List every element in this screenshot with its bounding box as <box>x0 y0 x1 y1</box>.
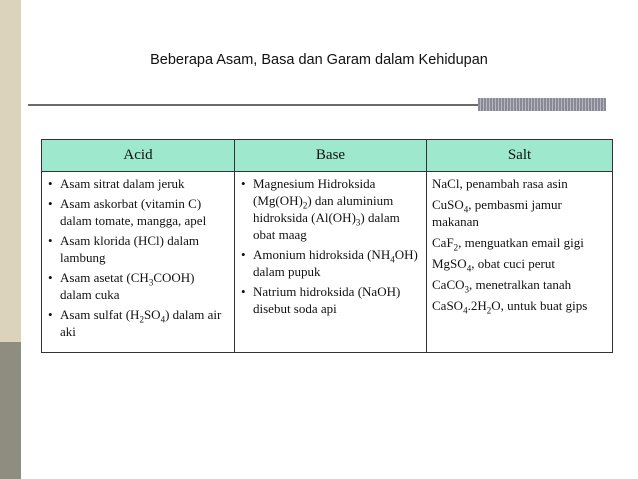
item-text: NaCl, penambah rasa asin <box>432 176 568 191</box>
header-base: Base <box>235 140 427 172</box>
subscript-text: 3 <box>355 217 361 228</box>
acid-list-item <box>47 195 229 229</box>
item-text: CaF <box>432 235 454 250</box>
base-list-item <box>240 246 421 280</box>
subscript-text: 4 <box>463 204 469 215</box>
subscript-text: 4 <box>466 263 472 274</box>
acid-list-item <box>47 232 229 266</box>
item-text: OH) dalam pupuk <box>253 247 418 279</box>
salt-list-item <box>432 175 607 192</box>
item-text: , obat cuci perut <box>471 256 555 271</box>
item-text: , menetralkan tanah <box>469 277 572 292</box>
salt-list <box>432 175 607 314</box>
header-salt: Salt <box>427 140 613 172</box>
item-text: CaSO <box>432 298 464 313</box>
subscript-text: 2 <box>302 200 308 211</box>
table-row <box>42 172 613 353</box>
item-text: CaCO <box>432 277 465 292</box>
acid-list <box>47 175 229 340</box>
item-text: MgSO <box>432 256 467 271</box>
base-cell <box>235 172 427 353</box>
acid-list-item <box>47 269 229 303</box>
subscript-text: 2 <box>139 314 144 325</box>
item-text: Magnesium Hidroksida (Mg(OH) <box>253 176 376 208</box>
item-text: Asam klorida (HCl) dalam lambung <box>60 233 199 265</box>
salt-cell <box>427 172 613 353</box>
item-text: Amonium hidroksida (NH <box>253 247 391 262</box>
item-text: Natrium hidroksida (NaOH) disebut soda api <box>253 284 401 316</box>
subscript-text: 2 <box>453 242 459 253</box>
acid-cell <box>42 172 235 353</box>
salt-list-item <box>432 255 607 272</box>
subscript-text: 4 <box>390 254 395 265</box>
slide-title: Beberapa Asam, Basa dan Garam dalam Kehidupan <box>150 52 488 68</box>
subscript-text: 2 <box>486 305 492 316</box>
salt-list-item <box>432 276 607 293</box>
item-text: ) dalam air aki <box>60 307 222 339</box>
item-text: , menguatkan email gigi <box>458 235 584 250</box>
header-acid: Acid <box>42 140 235 172</box>
item-text: CuSO <box>432 197 464 212</box>
salt-list-item <box>432 196 607 230</box>
subscript-text: 4 <box>463 305 468 316</box>
base-list <box>240 175 421 317</box>
base-list-item <box>240 283 421 317</box>
divider-accent-block <box>478 98 606 111</box>
item-text: .2H <box>467 298 487 313</box>
salt-list-item <box>432 234 607 251</box>
acid-list-item <box>47 306 229 340</box>
item-text: ) dalam obat maag <box>253 210 400 242</box>
item-text: COOH) dalam cuka <box>60 270 195 302</box>
item-text: Asam asetat (CH <box>60 270 149 285</box>
item-text: ) dan aluminium hidroksida (Al(OH) <box>253 193 394 225</box>
base-list-item <box>240 175 421 243</box>
salt-list-item <box>432 297 607 314</box>
item-text: SO <box>143 307 161 322</box>
subscript-text: 4 <box>160 314 166 325</box>
item-text: O, untuk buat gips <box>491 298 588 313</box>
table-header-row <box>42 140 613 172</box>
subscript-text: 3 <box>464 284 469 295</box>
item-text: Asam askorbat (vitamin C) dalam tomate, mangga, apel <box>60 196 207 228</box>
acid-list-item <box>47 175 229 192</box>
acid-base-salt-table <box>41 139 613 353</box>
item-text: Asam sitrat dalam jeruk <box>60 176 185 191</box>
item-text: , pembasmi jamur makanan <box>432 197 562 229</box>
left-decorative-bar-bottom <box>0 342 21 479</box>
subscript-text: 3 <box>148 277 154 288</box>
item-text: Asam sulfat (H <box>60 307 140 322</box>
